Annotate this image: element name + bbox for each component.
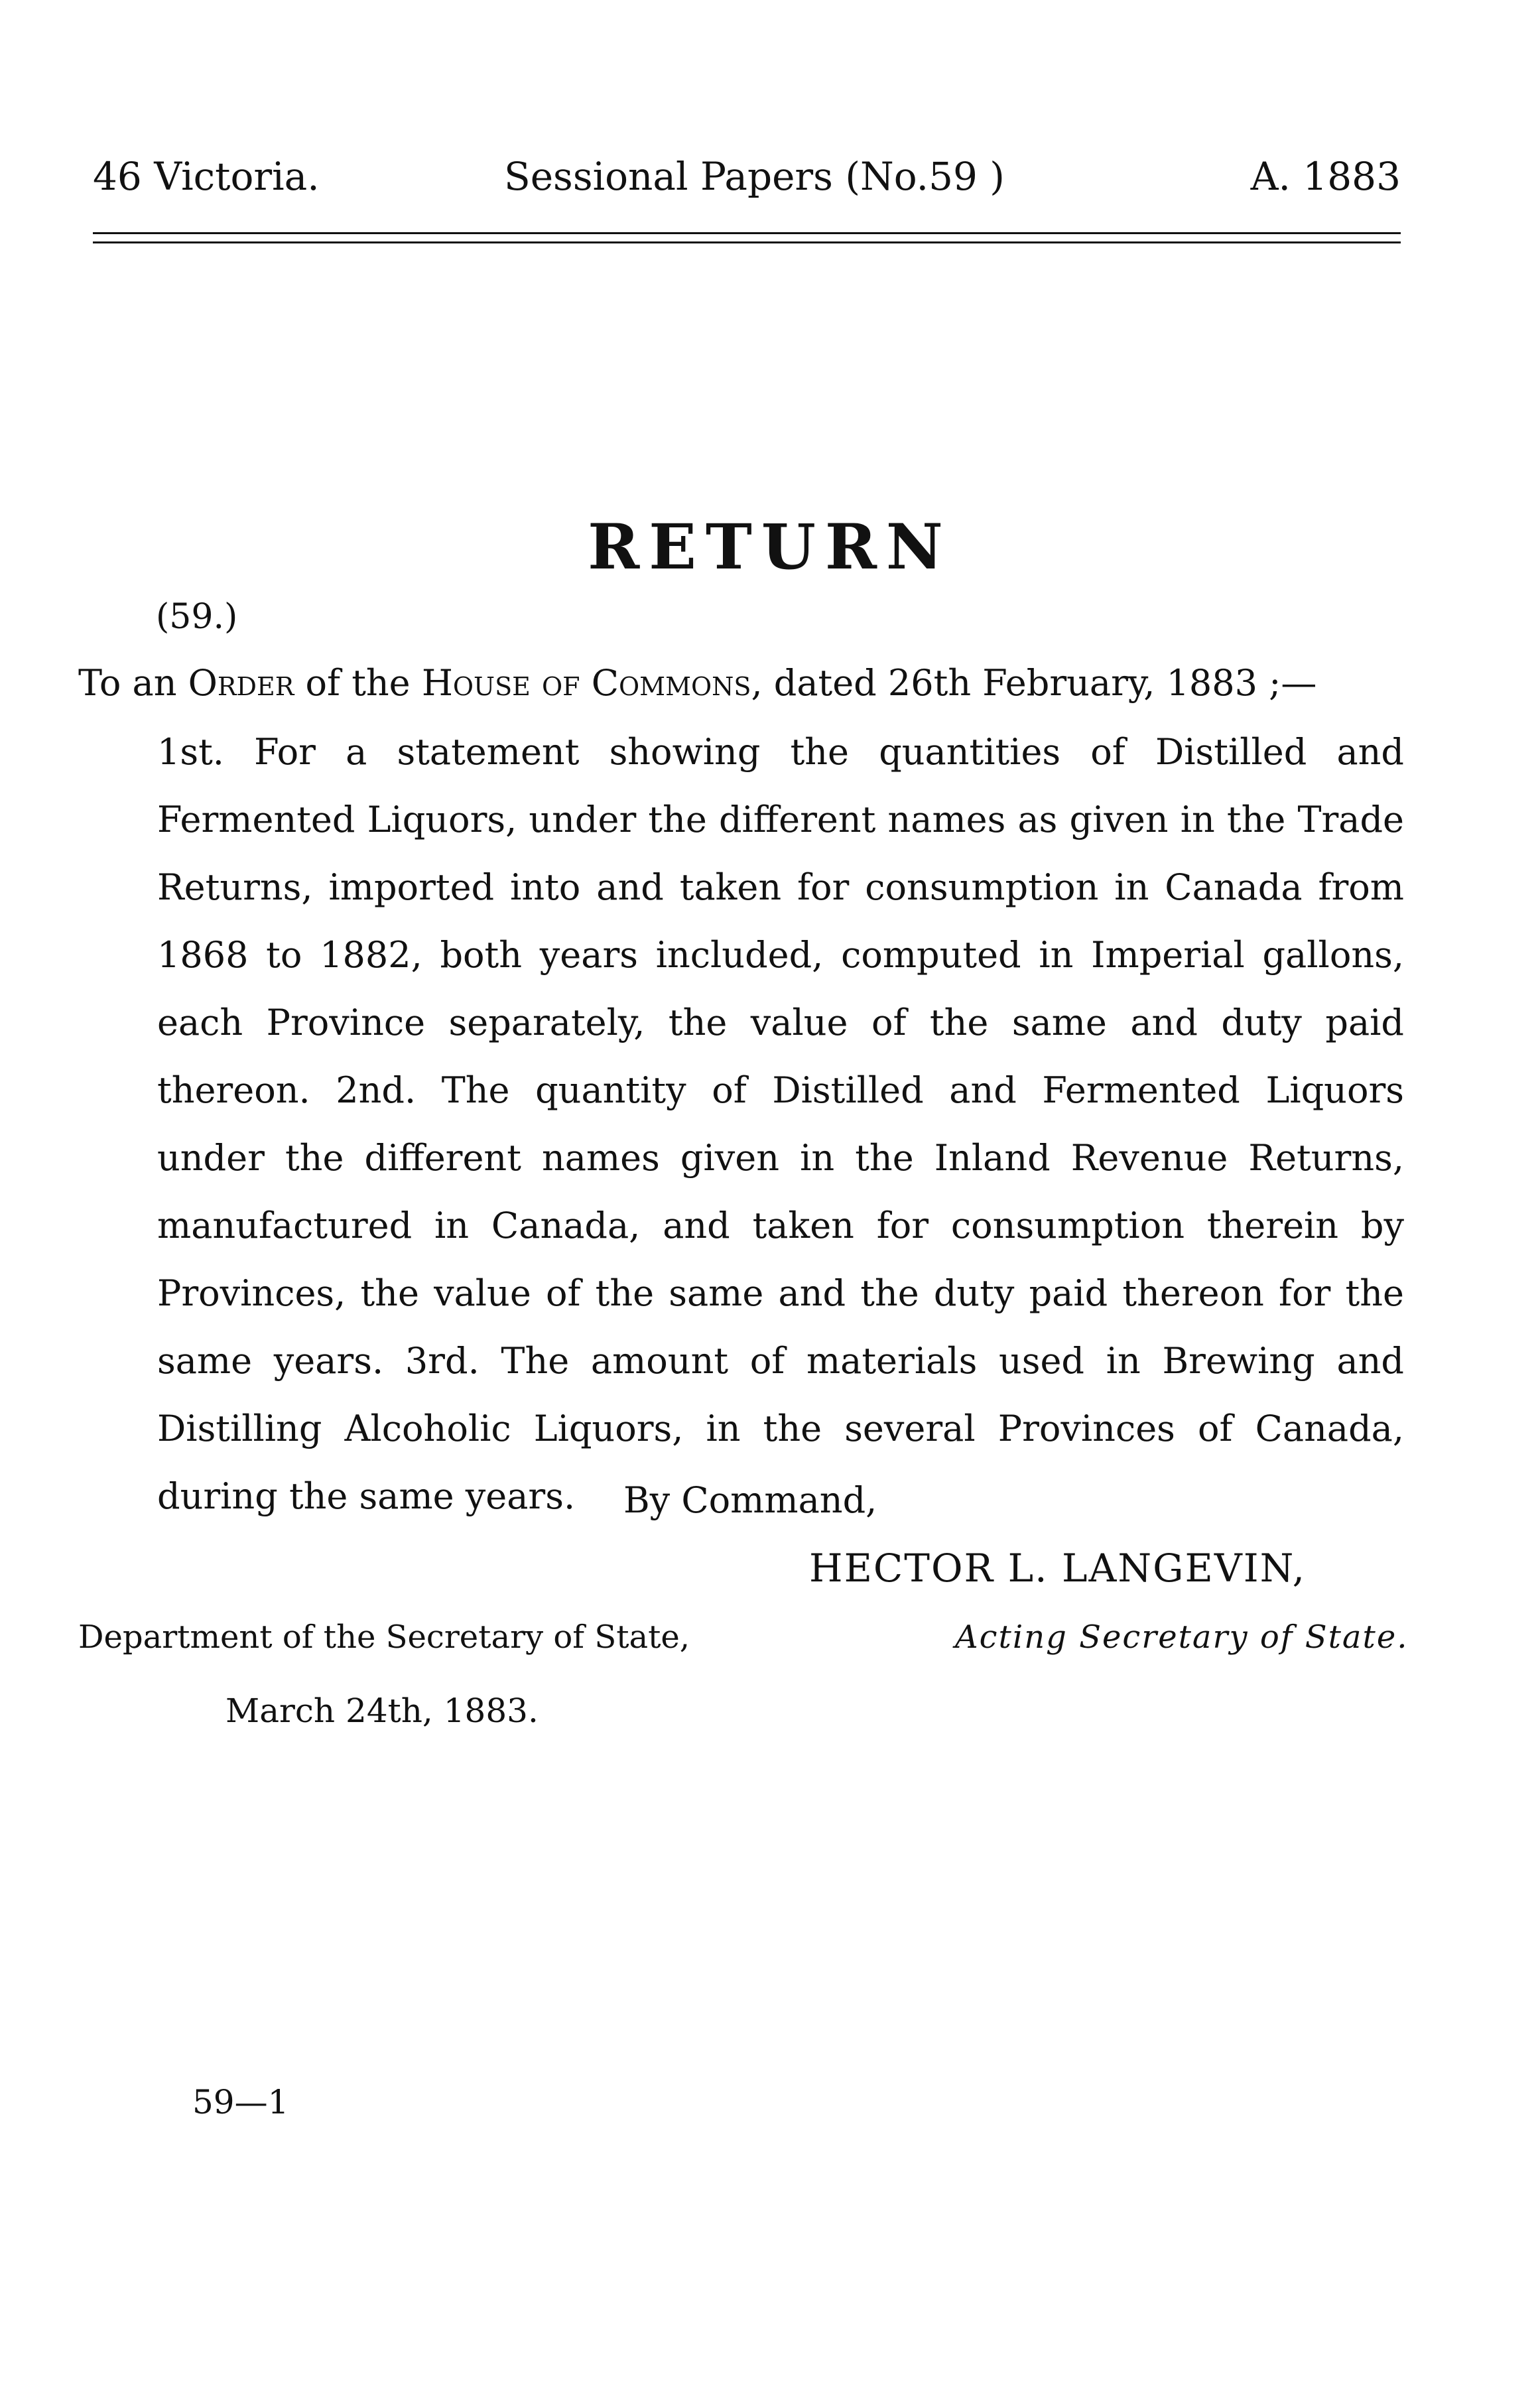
order-to: To an bbox=[78, 662, 177, 704]
page-header bbox=[93, 154, 1401, 214]
by-command: By Command, bbox=[623, 1479, 877, 1521]
department-line: Department of the Secretary of State, bbox=[78, 1619, 690, 1656]
header-rule-top bbox=[93, 232, 1401, 234]
order-of-the: of the bbox=[305, 662, 411, 704]
order-date: , dated 26th February, 1883 ;— bbox=[751, 662, 1317, 704]
header-year: A. 1883 bbox=[1250, 154, 1401, 199]
header-regnal-year: 46 Victoria. bbox=[93, 154, 320, 199]
signatory-title: Acting Secretary of State. bbox=[955, 1619, 1409, 1656]
order-body: 1st. For a statement showing the quantities of Distilled and Fermented Liquors, under the different names as given in the Trade Returns, imported into and taken for consumption in Canada from 1868 to 1882, both years included, computed in Imperial gallons, each Province separately, the value of the same and duty paid thereon. 2nd. The quantity of Distilled and Fermented Liquors under the different names given in the Inland Revenue Returns, manufactured in Canada, and taken for consumption therein by Provinces, the value of the same and the duty paid thereon for the same years. 3rd. The amount of materials used in Brewing and Distilling Alcoholic Liquors, in the several Provinces of Canada, during the same years. bbox=[157, 731, 1404, 1517]
header-rule-bottom bbox=[93, 241, 1401, 243]
order-word: Order bbox=[188, 662, 294, 704]
header-sessional-papers: Sessional Papers (No.59 ) bbox=[504, 154, 1005, 199]
house-of-commons: House of Commons bbox=[421, 662, 751, 704]
order-line bbox=[78, 650, 1405, 716]
folio-number: 59—1 bbox=[192, 2083, 289, 2121]
document-title: RETURN bbox=[588, 511, 952, 584]
signatory-name: HECTOR L. LANGEVIN, bbox=[809, 1546, 1307, 1591]
document-date: March 24th, 1883. bbox=[225, 1692, 539, 1730]
paper-number: (59.) bbox=[156, 597, 238, 637]
